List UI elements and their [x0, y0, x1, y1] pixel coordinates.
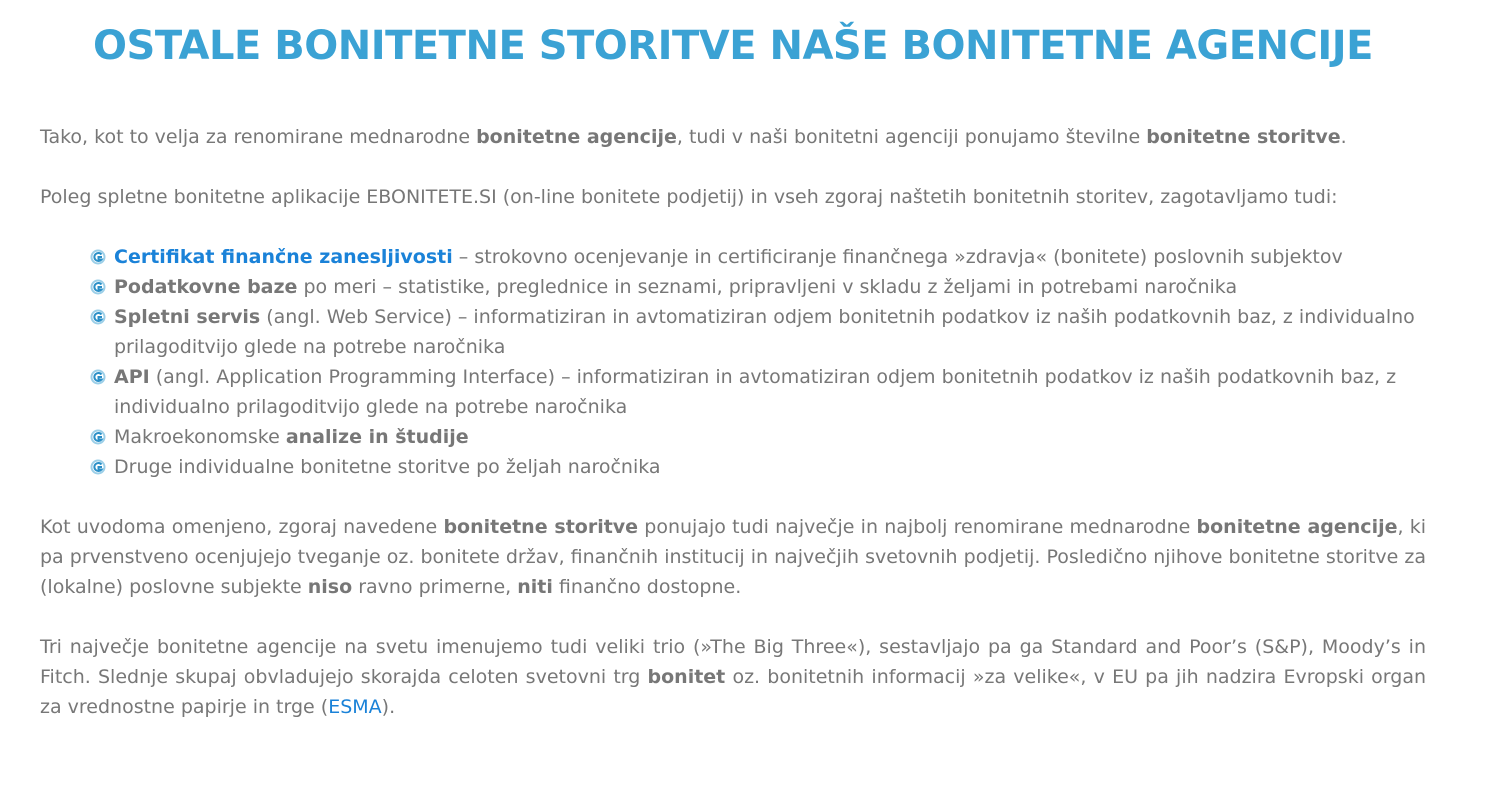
list-item — [90, 242, 1426, 272]
kot-paragraph — [40, 512, 1426, 602]
service-description: po meri – statistike, preglednice in seznami, pripravljeni v skladu z željami in potrebami naročnika — [297, 276, 1238, 298]
esma-link[interactable]: ESMA — [328, 696, 382, 718]
kot-bold-3: niso — [307, 576, 353, 598]
service-description: (angl. Application Programming Interface) – informatiziran in avtomatiziran odjem bonitetnih podatkov iz naših podatkovnih baz, z individualno prilagoditvijo glede na potrebe naročnika — [114, 366, 1397, 418]
service-name: Podatkovne baze — [114, 276, 298, 298]
tri-text-3: ). — [381, 696, 396, 718]
service-description: Druge individualne bonitetne storitve po željah naročnika — [114, 456, 661, 478]
kot-text-4: ravno primerne, — [352, 576, 518, 598]
service-name: analize in študije — [285, 426, 469, 448]
page-title: OSTALE BONITETNE STORITVE NAŠE BONITETNE AGENCIJE — [93, 23, 1373, 69]
main-content — [40, 122, 1426, 752]
tri-text-1: Tri največje bonitetne agencije na svetu imenujemo tudi veliki trio (»The Big Three«), sestavljajo pa ga Standard and Poor’s (S&P), Moody’s in Fitch. Slednje skupaj obvladujejo skorajda celoten svetovni trg — [40, 636, 1426, 688]
intro-bold-2: bonitetne storitve — [1146, 126, 1341, 148]
list-item — [90, 422, 1426, 452]
intro-text-3: . — [1340, 126, 1347, 148]
kot-text-2: ponujajo tudi največje in najbolj renomirane mednarodne — [638, 516, 1197, 538]
kot-bold-4: niti — [517, 576, 553, 598]
kot-text-1: Kot uvodoma omenjeno, zgoraj navedene — [40, 516, 444, 538]
ebonitete-logo-bullet-icon — [90, 309, 106, 325]
service-description: (angl. Web Service) – informatiziran in avtomatiziran odjem bonitetnih podatkov iz naših podatkovnih baz, z individualno prilagoditvijo glede na potrebe naročnika — [114, 306, 1415, 358]
intro-text-1: Tako, kot to velja za renomirane mednarodne — [40, 126, 477, 148]
service-name: API — [114, 366, 150, 388]
kot-bold-1: bonitetne storitve — [443, 516, 639, 538]
kot-bold-2: bonitetne agencije — [1196, 516, 1398, 538]
list-item — [90, 362, 1426, 422]
ebonitete-logo-bullet-icon — [90, 459, 106, 475]
poleg-paragraph: Poleg spletne bonitetne aplikacije EBONITETE.SI (on-line bonitete podjetij) in vseh zgoraj naštetih bonitetnih storitev, zagotavljamo tudi: — [40, 186, 1338, 208]
intro-paragraph — [40, 122, 1426, 152]
list-item — [90, 272, 1426, 302]
list-item — [90, 302, 1426, 362]
ebonitete-logo-bullet-icon — [90, 279, 106, 295]
tri-text-2: oz. bonitetnih informacij »za velike«, v EU pa jih nadzira Evropski organ za vrednostne papirje in trge ( — [40, 666, 1427, 718]
kot-text-5: finančno dostopne. — [552, 576, 742, 598]
ebonitete-logo-bullet-icon — [90, 369, 106, 385]
services-list — [40, 242, 1426, 482]
service-description: – strokovno ocenjevanje in certificiranje finančnega »zdravja« (bonitete) poslovnih subjektov — [452, 246, 1343, 268]
intro-text-2: , tudi v naši bonitetni agenciji ponujamo številne — [676, 126, 1147, 148]
service-name: Spletni servis — [114, 306, 261, 328]
tri-bold-1: bonitet — [647, 666, 726, 688]
service-description: Makroekonomske — [114, 426, 286, 448]
kot-text-3: , ki pa prvenstveno ocenjujejo tveganje oz. bonitete držav, finančnih institucij in največjih svetovnih podjetij. Posledično njihove bonitetne storitve za (lokalne) poslovne subjekte — [40, 516, 1427, 598]
certifikat-link[interactable]: Certifikat finančne zanesljivosti — [114, 246, 453, 268]
intro-bold-1: bonitetne agencije — [476, 126, 677, 148]
ebonitete-logo-bullet-icon — [90, 429, 106, 445]
tri-paragraph — [40, 632, 1426, 722]
ebonitete-logo-bullet-icon — [90, 249, 106, 265]
list-item — [90, 452, 1426, 482]
